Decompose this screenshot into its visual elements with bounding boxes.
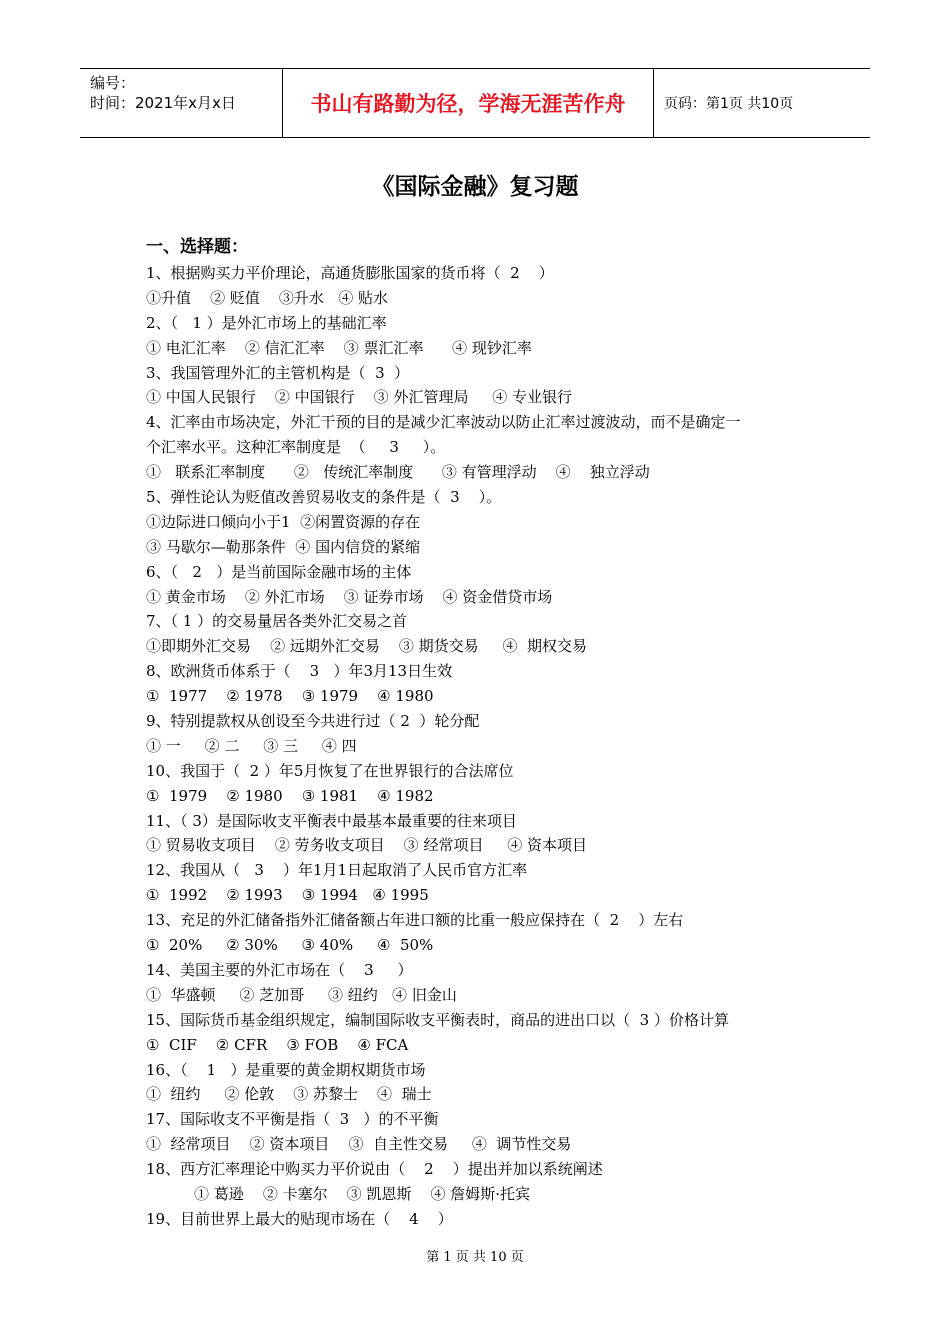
question-line: ①边际进口倾向小于1 ②闲置资源的存在 [146,512,421,531]
question-lines [146,261,826,1232]
question-line: ① 中国人民银行 ② 中国银行 ③ 外汇管理局 ④ 专业银行 [146,388,573,407]
question-line: 1、根据购买力平价理论，高通货膨胀国家的货币将（ 2 ） [146,264,554,282]
question-line: 11、（ 3）是国际收支平衡表中最基本最重要的往来项目 [146,811,517,830]
header-meta [80,69,282,137]
question-line: ① 华盛顿 ② 芝加哥 ③ 纽约 ④ 旧金山 [146,985,457,1004]
header-page-info: 页码：第1页 共10页 [664,96,794,112]
question-line: 5、弹性论认为贬值改善贸易收支的条件是（ 3 ）。 [146,488,502,507]
question-line: 13、充足的外汇储备指外汇储备额占年进口额的比重一般应保持在（ 2 ）左右 [146,911,684,930]
question-line: ① 葛逊 ② 卡塞尔 ③ 凯恩斯 ④ 詹姆斯·托宾 [194,1184,531,1203]
document-header [80,68,870,138]
question-line: ① 一 ② 二 ③ 三 ④ 四 [146,736,357,755]
question-line: ① 1992 ② 1993 ③ 1994 ④ 1995 [146,886,429,905]
question-line: 18、西方汇率理论中购买力平价说由（ 2 ）提出并加以系统阐述 [146,1160,603,1179]
question-line: 17、国际收支不平衡是指（ 3 ）的不平衡 [146,1110,439,1129]
question-line: ① 贸易收支项目 ② 劳务收支项目 ③ 经常项目 ④ 资本项目 [146,836,588,855]
question-line: ① 联系汇率制度 ② 传统汇率制度 ③ 有管理浮动 ④ 独立浮动 [146,463,650,482]
question-line: 12、我国从（ 3 ）年1月1日起取消了人民币官方汇率 [146,861,528,880]
number-label: 编号： [90,74,136,92]
question-line: ①升值 ② 贬值 ③升水 ④ 贴水 [146,288,388,307]
question-line: 15、国际货币基金组织规定，编制国际收支平衡表时，商品的进出口以（ 3 ）价格计算 [146,1010,729,1029]
question-line: 14、美国主要的外汇市场在（ 3 ） [146,960,413,979]
page-footer: 第 1 页 共 10 页 [426,1250,524,1265]
question-line: 7、（ 1 ）的交易量居各类外汇交易之首 [146,612,408,631]
question-line: ① 1979 ② 1980 ③ 1981 ④ 1982 [146,786,434,805]
question-list [146,234,826,1232]
question-line: ① CIF ② CFR ③ FOB ④ FCA [146,1035,409,1054]
question-line: 16、（ 1 ）是重要的黄金期权期货市场 [146,1060,426,1079]
question-line: ③ 马歇尔—勒那条件 ④ 国内信贷的紧缩 [146,537,421,556]
question-line: 8、欧洲货币体系于（ 3 ）年3月13日生效 [146,662,453,681]
question-line: 4、汇率由市场决定，外汇干预的目的是减少汇率波动以防止汇率过渡波动，而不是确定一 [146,413,741,432]
question-line: 3、我国管理外汇的主管机构是（ 3 ） [146,363,410,382]
question-line: 19、目前世界上最大的贴现市场在（ 4 ） [146,1209,453,1228]
question-line: 9、特别提款权从创设至今共进行过（ 2 ）轮分配 [146,712,480,731]
question-line: ① 电汇汇率 ② 信汇汇率 ③ 票汇汇率 ④ 现钞汇率 [146,338,532,357]
question-line: ① 黄金市场 ② 外汇市场 ③ 证券市场 ④ 资金借贷市场 [146,587,553,606]
header-motto: 书山有路勤为径，学海无涯苦作舟 [282,69,654,137]
question-line: 6、（ 2 ）是当前国际金融市场的主体 [146,562,412,581]
question-line: ① 20% ② 30% ③ 40% ④ 50% [146,936,434,955]
time-label: 时间：2021年x月x日 [90,94,236,112]
question-line: ① 1977 ② 1978 ③ 1979 ④ 1980 [146,687,434,706]
section-title: 一、选择题： [146,237,248,257]
question-line: 10、我国于（ 2 ）年5月恢复了在世界银行的合法席位 [146,761,514,780]
question-line: 个汇率水平。这种汇率制度是 （ 3 ）。 [146,438,446,457]
question-line: ① 经常项目 ② 资本项目 ③ 自主性交易 ④ 调节性交易 [146,1135,572,1154]
document-title: 《国际金融》复习题 [371,174,579,200]
question-line: ① 纽约 ② 伦敦 ③ 苏黎士 ④ 瑞士 [146,1085,432,1104]
question-line: 2、（ 1 ）是外汇市场上的基础汇率 [146,313,387,332]
question-line: ①即期外汇交易 ② 远期外汇交易 ③ 期货交易 ④ 期权交易 [146,637,588,656]
